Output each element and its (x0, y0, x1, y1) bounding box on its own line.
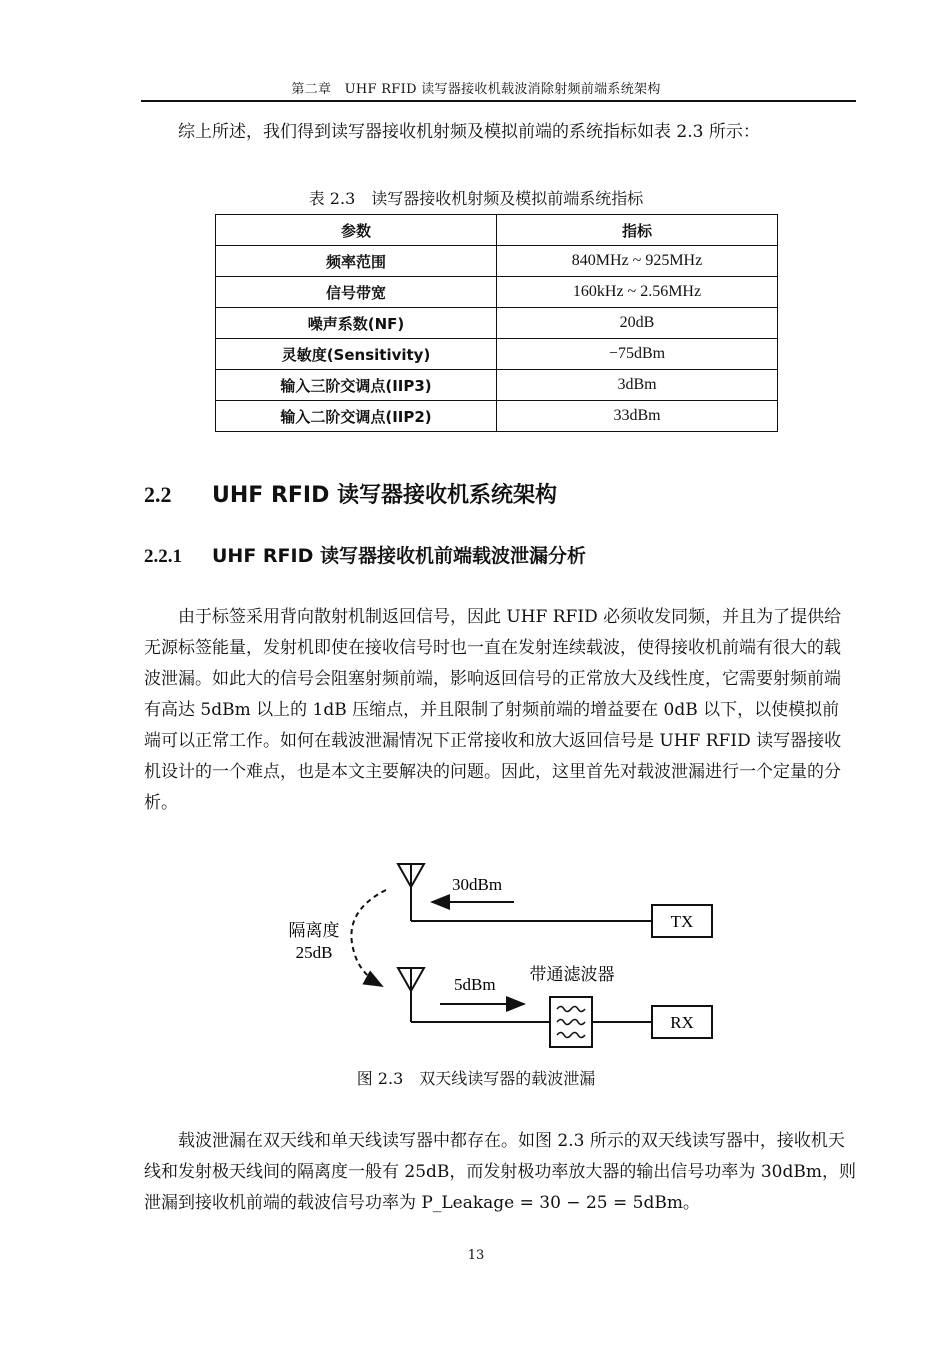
spec-table (215, 214, 778, 432)
running-header: 第二章 UHF RFID 读写器接收机载波消除射频前端系统架构 (291, 82, 661, 97)
subsection-number: 2.2.1 (144, 546, 182, 567)
section-number: 2.2 (144, 482, 172, 507)
rx-power-label: 5dBm (454, 975, 496, 994)
rx-label: RX (670, 1013, 694, 1032)
header-rule (141, 100, 856, 102)
filter-label: 带通滤波器 (529, 965, 615, 984)
table-caption: 表 2.3 读写器接收机射频及模拟前端系统指标 (308, 189, 644, 208)
tx-antenna-icon (398, 864, 424, 921)
isolation-value: 25dB (295, 943, 333, 962)
figure-caption: 图 2.3 双天线读写器的载波泄漏 (356, 1069, 596, 1088)
subsection-heading (144, 541, 586, 568)
tx-power-label: 30dBm (452, 875, 503, 894)
isolation-label: 隔离度 (288, 921, 340, 940)
tx-label: TX (670, 912, 694, 931)
header-spec: 指标 (497, 215, 778, 246)
value-cell: 33dBm (497, 401, 778, 432)
bandpass-filter-icon (550, 997, 592, 1047)
header-param: 参数 (216, 215, 497, 246)
body-paragraph-2: 载波泄漏在双天线和单天线读写器中都存在。如图 2.3 所示的双天线读写器中，接收机天线和发射极天线间的隔离度一般有 25dB，而发射极功率放大器的输出信号功率为 30dBm，则泄漏到接收机前端的载波信号功率为 P_Leakage = 30 − 25 = 5dBm。 (144, 1131, 856, 1213)
param-cell: 信号带宽 (216, 277, 497, 308)
table-row (216, 339, 778, 370)
table-row (216, 277, 778, 308)
page-number: 13 (467, 1248, 485, 1263)
value-cell: 3dBm (497, 370, 778, 401)
table-row (216, 370, 778, 401)
subsection-title: UHF RFID 读写器接收机前端载波泄漏分析 (212, 545, 586, 567)
value-cell: −75dBm (497, 339, 778, 370)
value-cell: 20dB (497, 308, 778, 339)
param-cell: 灵敏度(Sensitivity) (216, 339, 497, 370)
section-heading (144, 478, 557, 509)
carrier-leakage-diagram (270, 852, 720, 1057)
value-cell: 160kHz ~ 2.56MHz (497, 277, 778, 308)
param-cell: 噪声系数(NF) (216, 308, 497, 339)
table-row (216, 308, 778, 339)
intro-paragraph: 综上所述，我们得到读写器接收机射频及模拟前端的系统指标如表 2.3 所示： (178, 122, 760, 142)
value-cell: 840MHz ~ 925MHz (497, 246, 778, 277)
table-row (216, 246, 778, 277)
param-cell: 输入三阶交调点(IIP3) (216, 370, 497, 401)
section-title: UHF RFID 读写器接收机系统架构 (212, 483, 558, 508)
isolation-arc (351, 890, 386, 986)
body-paragraph-1: 由于标签采用背向散射机制返回信号，因此 UHF RFID 必须收发同频，并且为了提供给无源标签能量，发射机即使在接收信号时也一直在发射连续载波，使得接收机前端有很大的载波泄漏。如此大的信号会阻塞射频前端，影响返回信号的正常放大及线性度，它需要射频前端有高达 5dBm 以上的 1dB 压缩点，并且限制了射频前端的增益要在 0dB 以下，以使模拟前端可以正常工作。如何在载波泄漏情况下正常接收和放大返回信号是 UHF RFID 读写器接收机设计的一个难点，也是本文主要解决的问题。因此，这里首先对载波泄漏进行一个定量的分析。 (144, 607, 842, 813)
param-cell: 输入二阶交调点(IIP2) (216, 401, 497, 432)
table-header-row (216, 215, 778, 246)
table-row (216, 401, 778, 432)
rx-antenna-icon (398, 968, 424, 1022)
param-cell: 频率范围 (216, 246, 497, 277)
